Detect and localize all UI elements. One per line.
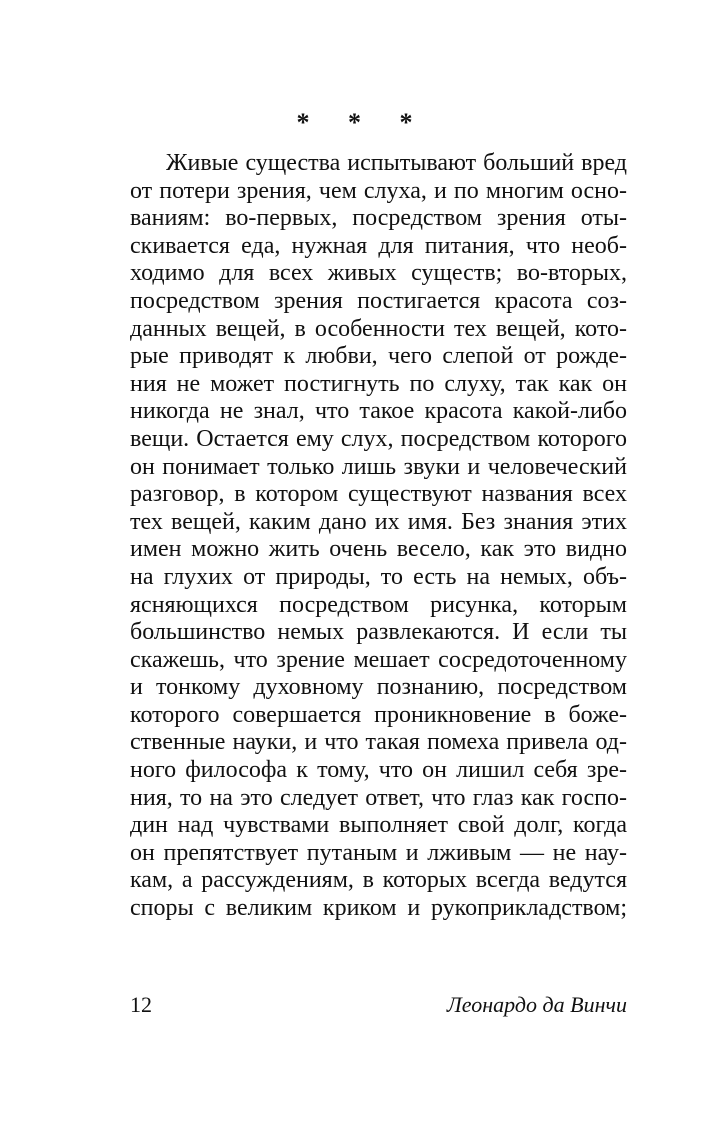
text-line: ния, то на это следует ответ, что глаз как госпо- — [130, 784, 627, 811]
text-line: тех вещей, каким дано их имя. Без знания этих — [130, 508, 627, 535]
page-footer — [130, 990, 627, 1020]
text-line: от потери зрения, чем слуха, и по многим осно- — [130, 177, 627, 204]
page-number: 12 — [130, 992, 152, 1017]
text-line: скивается еда, нужная для питания, что необ- — [130, 232, 627, 259]
text-line: ходимо для всех живых существ; во-вторых, — [130, 260, 627, 287]
text-line: ваниям: во-первых, посредством зрения оты- — [130, 205, 627, 232]
text-line: которого совершается проникновение в боже- — [130, 701, 627, 728]
text-line: и тонкому духовному познанию, посредством — [130, 674, 627, 701]
section-ornament: * * * — [296, 108, 429, 137]
running-head: Леонардо да Винчи — [446, 992, 627, 1017]
text-line: ственные науки, и что такая помеха привела од- — [130, 729, 627, 756]
text-line: он препятствует путаным и лживым — не нау- — [130, 839, 627, 866]
text-line: разговор, в котором существуют названия всех — [130, 481, 627, 508]
text-line: посредством зрения постигается красота соз- — [130, 287, 627, 314]
body-paragraph — [130, 150, 627, 923]
text-line: он понимает только лишь звуки и человеческий — [130, 453, 627, 480]
text-line: ясняющихся посредством рисунка, которым — [130, 591, 627, 618]
text-line: дин над чувствами выполняет свой долг, когда — [130, 812, 627, 839]
text-line: большинство немых развлекаются. И если ты — [130, 619, 627, 646]
text-line: данных вещей, в особенности тех вещей, кото- — [130, 315, 627, 342]
text-line: вещи. Остается ему слух, посредством которого — [130, 425, 627, 452]
text-line: ного философа к тому, что он лишил себя зре- — [130, 757, 627, 784]
text-line: рые приводят к любви, чего слепой от рожде- — [130, 343, 627, 370]
text-line: никогда не знал, что такое красота какой-либо — [130, 398, 627, 425]
text-line: кам, а рассуждениям, в которых всегда ведутся — [130, 867, 627, 894]
text-line: скажешь, что зрение мешает сосредоточенному — [130, 646, 627, 673]
text-line: на глухих от природы, то есть на немых, объ- — [130, 563, 627, 590]
text-line: ния не может постигнуть по слуху, так как он — [130, 370, 627, 397]
text-line: имен можно жить очень весело, как это видно — [130, 536, 627, 563]
text-line: споры с великим криком и рукоприкладством; — [130, 895, 627, 922]
text-line: Живые существа испытывают больший вред — [166, 150, 627, 176]
